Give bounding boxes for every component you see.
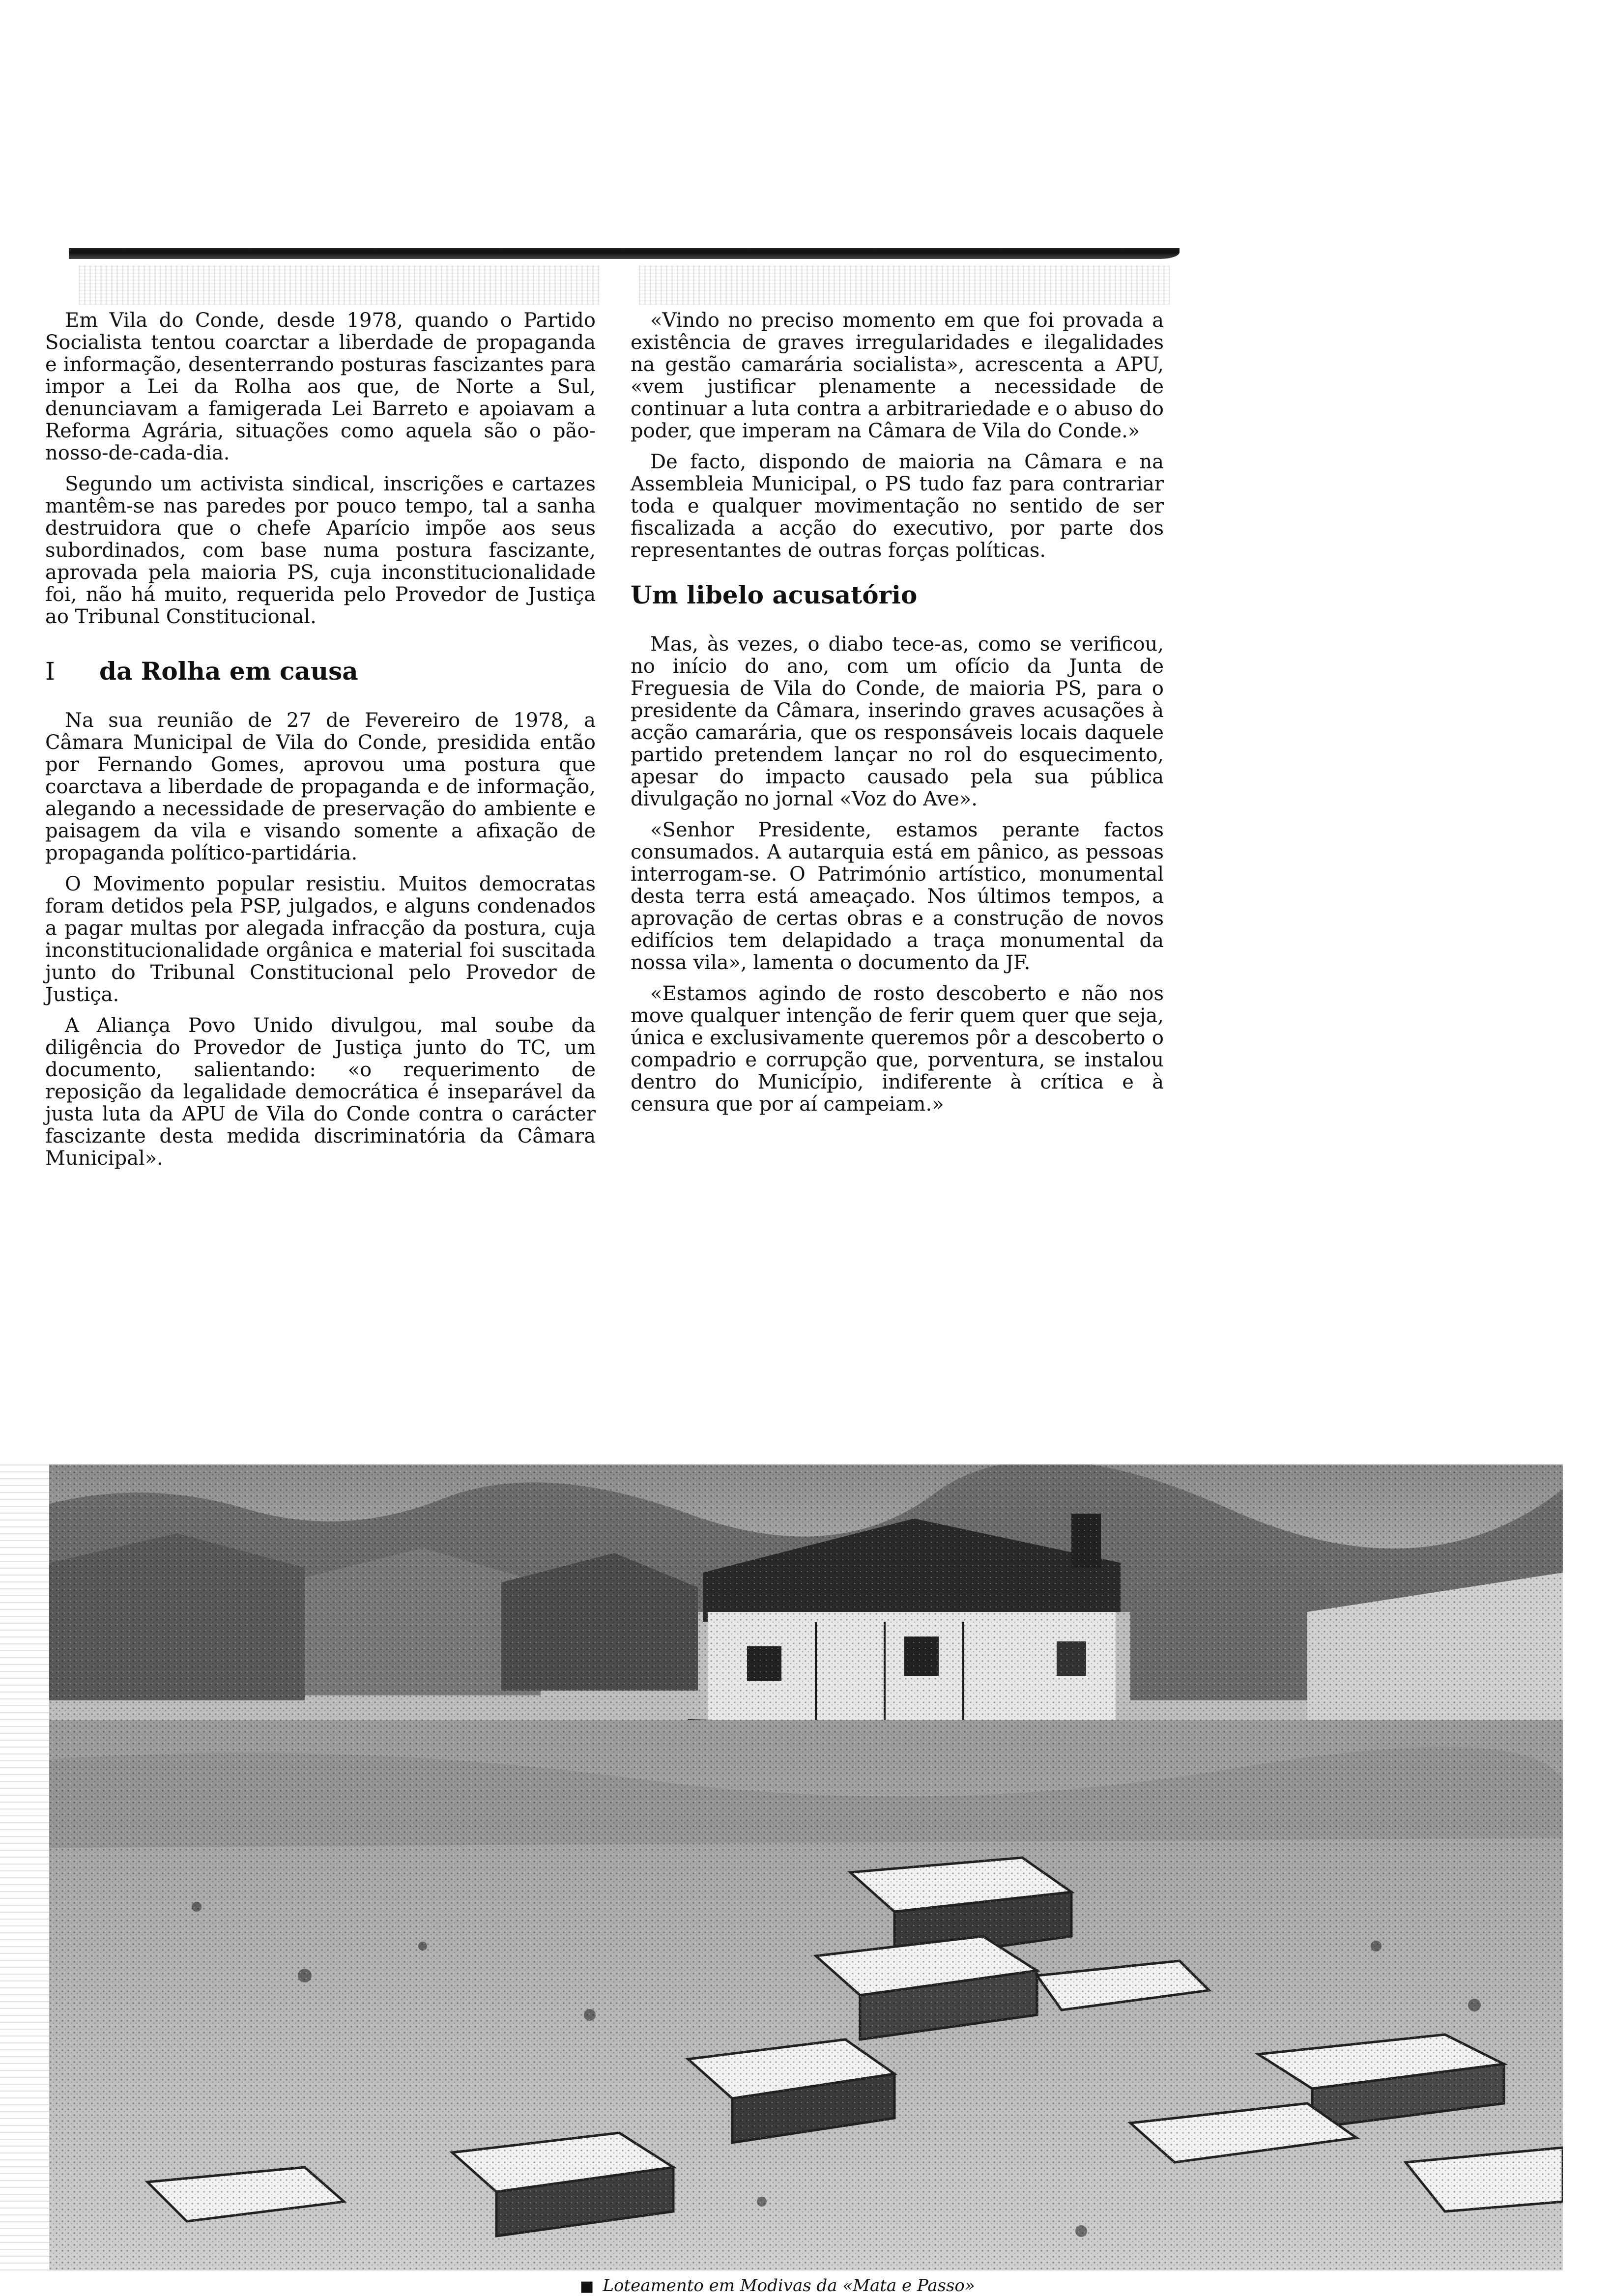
right-section-heading: Um libelo acusatório [631, 580, 918, 609]
left-paragraph-3: Na sua reunião de 27 de Fevereiro de 1978, a Câmara Municipal de Vila do Conde, presidida então por Fernando Gomes, aprovou uma postura que coarctava a liberdade de propaganda e de informação, alegando a necessidade de preservação do ambiente e paisagem da vila e visando somente a afixação de propaganda político-partidária. [45, 709, 596, 864]
right-paragraph-4: «Senhor Presidente, estamos perante factos consumados. A autarquia está em pânico, as pessoas interrogam-se. O Património artístico, monumental desta terra está ameaçado. Nos últimos tempos, a aprovação de certas obras e a construção de novos edifícios tem delapidado a traça monumental da nossa vila», lamenta o documento da JF. [631, 819, 1164, 974]
left-paragraph-1: Em Vila do Conde, desde 1978, quando o Partido Socialista tentou coarctar a liberdade de propaganda e informação, desenterrando posturas fascizantes para impor a Lei da Rolha aos que, de Norte a Sul, denunciavam a famigerada Lei Barreto e apoiavam a Reforma Agrária, situações como aquela são o pão-nosso-de-cada-dia. [45, 309, 596, 464]
left-paragraph-2: Segundo um activista sindical, inscrições e cartazes mantêm-se nas paredes por pouco tempo, tal a sanha destruidora que o chefe Aparício impõe aos seus subordinados, com base numa postura fascizante, aprovada pela maioria PS, cuja inconstitucionalidade foi, não há muito, requerida pelo Provedor de Justiça ao Tribunal Constitucional. [45, 473, 596, 628]
edge-speckle [0, 1464, 49, 2270]
left-paragraph-5: A Aliança Povo Unido divulgou, mal soube da diligência do Provedor de Justiça junto do TC, um documento, salientando: «o requerimento de reposição da legalidade democrática é inseparável da justa luta da APU de Vila do Conde contra o carácter fascizante desta medida discriminatória da Câmara Municipal». [45, 1014, 596, 1170]
photo-image [49, 1464, 1563, 2270]
right-column [631, 310, 1164, 1124]
heading-text: da Rolha em causa [99, 657, 358, 686]
right-paragraph-2: De facto, dispondo de maioria na Câmara e na Assembleia Municipal, o PS tudo faz para contrariar toda e qualquer movimentação no sentido de ser fiscalizada a acção do executivo, por parte dos representantes de outras forças políticas. [631, 451, 1164, 562]
right-paragraph-3: Mas, às vezes, o diabo tece-as, como se verificou, no início do ano, com um ofício da Junta de Freguesia de Vila do Conde, de maioria PS, para o presidente da Câmara, inserindo graves acusações à acção camarária, que os responsáveis locais daquele partido pretendem lançar no rol do esquecimento, apesar do impacto causado pela sua pública divulgação no jornal «Voz do Ave». [631, 633, 1164, 810]
noise-band-left [79, 265, 600, 305]
left-column [45, 310, 596, 1178]
left-paragraph-4: O Movimento popular resistiu. Muitos democratas foram detidos pela PSP, julgados, e alguns condenados a pagar multas por alegada infracção da postura, cuja inconstitucionalidade orgânica e material foi suscitada junto do Tribunal Constitucional pelo Provedor de Justiça. [45, 873, 596, 1006]
left-section-heading [45, 658, 596, 685]
caption-text: Loteamento em Modivas da «Mata e Passo» [603, 2276, 975, 2296]
noise-band-right [639, 265, 1170, 305]
right-paragraph-1: «Vindo no preciso momento em que foi provada a existência de graves irregularidades e ilegalidades na gestão camarária socialista», acrescenta a APU, «vem justificar plenamente a necessidade de continuar a luta contra a arbitrariedade e o abuso do poder, que imperam na Câmara de Vila do Conde.» [631, 309, 1164, 442]
photo-illustration [49, 1464, 1563, 2270]
caption-bullet-icon: ■ [580, 2278, 594, 2295]
top-rule [69, 248, 1180, 259]
photo-caption [580, 2276, 975, 2296]
heading-initial: I [45, 657, 55, 686]
right-paragraph-5: «Estamos agindo de rosto descoberto e não nos move qualquer intenção de ferir quem quer que seja, única e exclusivamente queremos pôr a descoberto o compadrio e corrupção que, porventura, se instalou dentro do Município, indiferente à crítica e à censura que por aí campeiam.» [631, 982, 1164, 1116]
